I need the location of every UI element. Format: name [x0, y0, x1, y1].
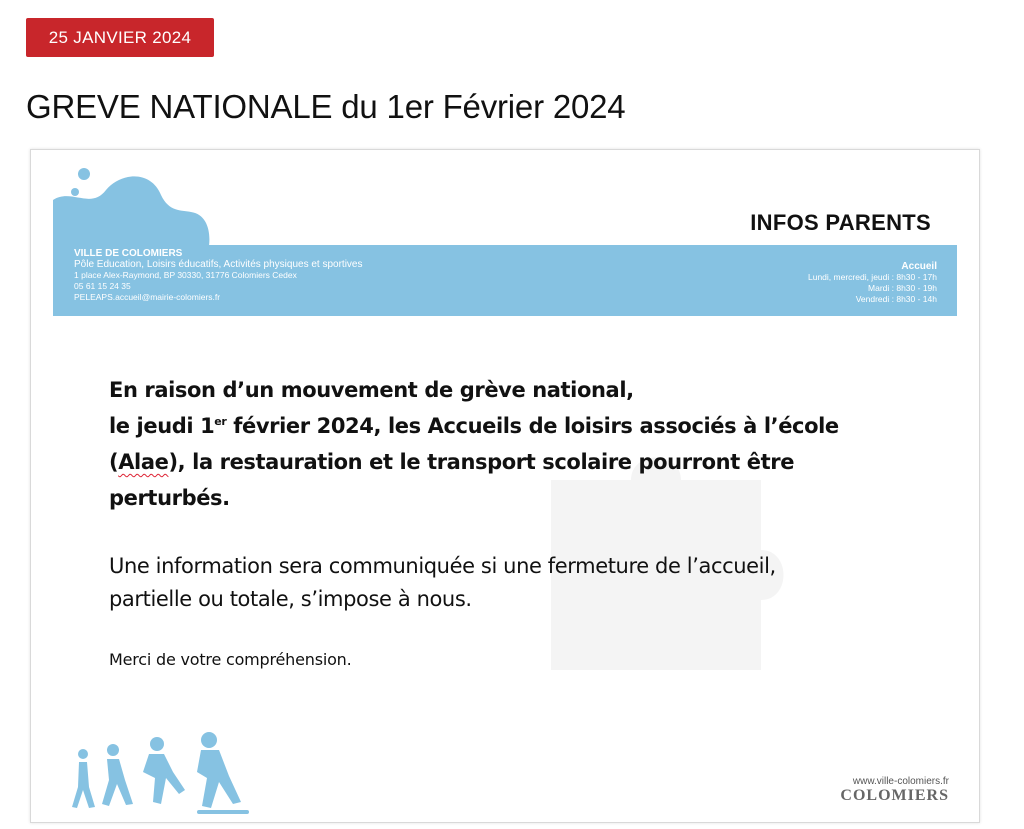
article-title: GREVE NATIONALE du 1er Février 2024: [26, 88, 626, 125]
org-pole: Pôle Education, Loisirs éducatifs, Activités physiques et sportives: [74, 259, 363, 270]
thanks-text: Merci de votre compréhension.: [109, 650, 352, 669]
organization-info: [74, 248, 362, 303]
main-line-4: perturbés.: [109, 486, 230, 510]
main-line-1: En raison d’un mouvement de grève national,: [109, 378, 634, 402]
colomiers-logo: [840, 776, 949, 805]
accueil-hours-2: Mardi : 8h30 - 19h: [868, 283, 937, 293]
spellcheck-word: Alae: [118, 450, 169, 474]
footer-brand: COLOMIERS: [840, 787, 949, 804]
org-address: 1 place Alex-Raymond, BP 30330, 31776 Colomiers Cedex: [74, 270, 297, 280]
main-announcement: [109, 372, 929, 516]
org-email: PELEAPS.accueil@mairie-colomiers.fr: [74, 292, 221, 302]
footer-site: www.ville-colomiers.fr: [852, 776, 949, 787]
running-children-icon: [69, 732, 269, 817]
infos-parents-heading: INFOS PARENTS: [750, 210, 931, 235]
flyer-image: [30, 149, 980, 823]
info-line-1: Une information sera communiquée si une fermeture de l’accueil,: [109, 554, 776, 578]
main-line-2: le jeudi 1er février 2024, les Accueils de loisirs associés à l’école: [109, 414, 839, 438]
main-line-3: (Alae), la restauration et le transport scolaire pourront être: [109, 450, 795, 474]
info-paragraph: [109, 550, 929, 616]
org-phone: 05 61 15 24 35: [74, 281, 131, 291]
date-badge: 25 JANVIER 2024: [26, 18, 214, 57]
accueil-hours: [808, 261, 937, 305]
accueil-title: Accueil: [901, 261, 937, 272]
info-line-2: partielle ou totale, s’impose à nous.: [109, 587, 472, 611]
org-name: VILLE DE COLOMIERS: [74, 248, 183, 259]
accueil-hours-3: Vendredi : 8h30 - 14h: [855, 294, 937, 304]
accueil-hours-1: Lundi, mercredi, jeudi : 8h30 - 17h: [808, 272, 937, 282]
